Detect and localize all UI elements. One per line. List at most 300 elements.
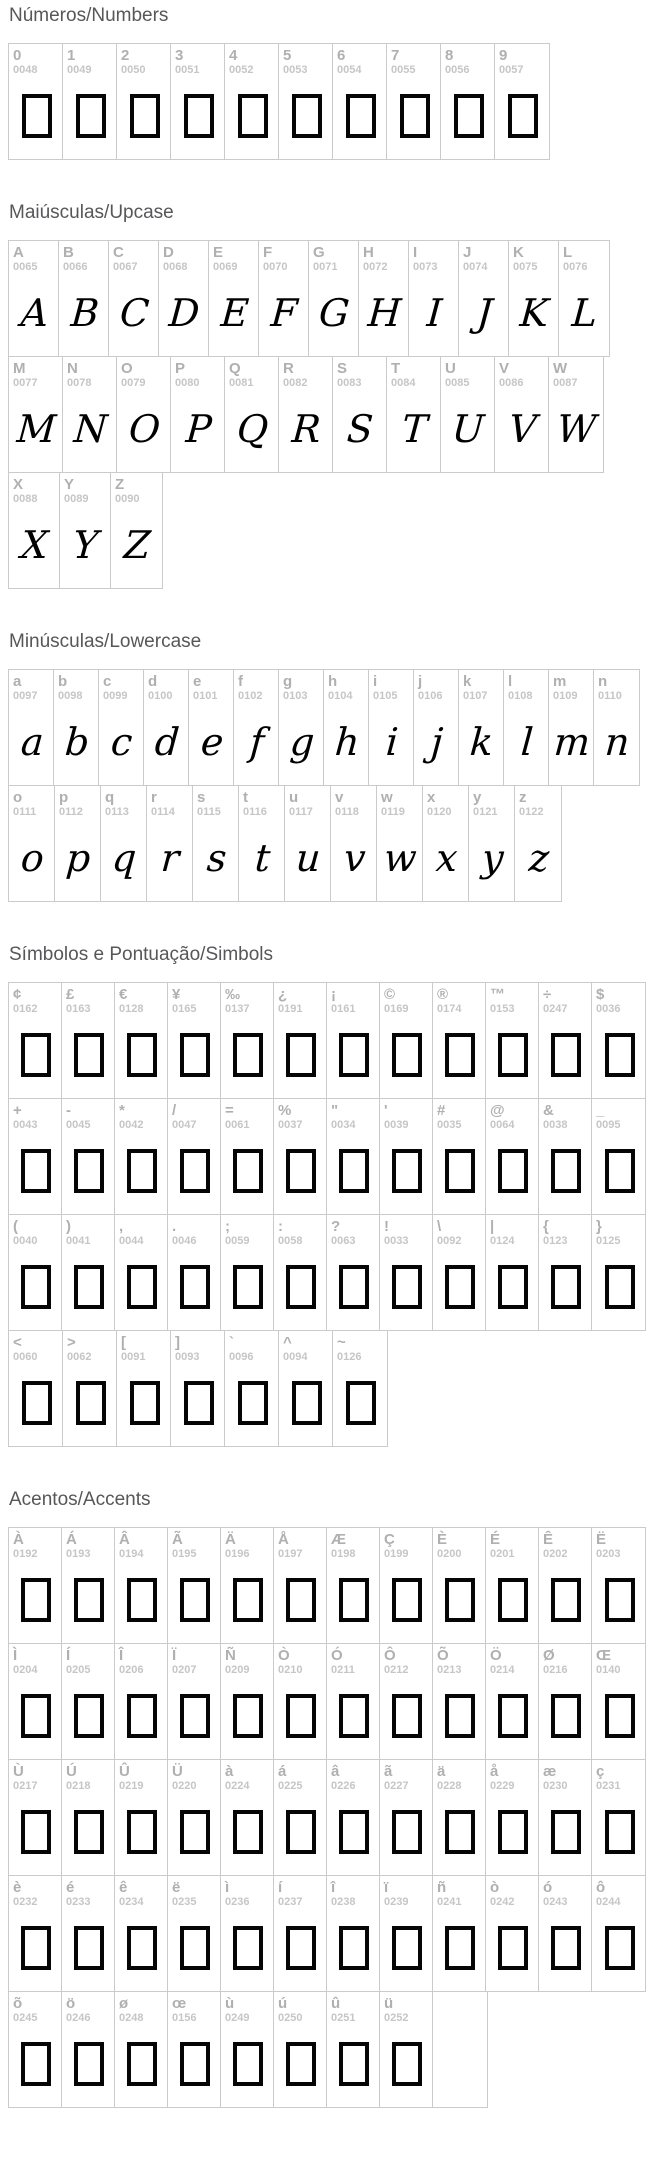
tofu-box-glyph — [233, 1265, 263, 1309]
glyph-code-label: 0101 — [193, 690, 218, 702]
glyph-preview — [119, 2025, 167, 2107]
glyph-code-label: 0226 — [331, 1780, 356, 1792]
glyph-cell-0060 — [9, 1331, 63, 1446]
glyph-code-label: 0124 — [490, 1235, 515, 1247]
glyph-code-label: 0220 — [172, 1780, 197, 1792]
glyph-char-label: Ú — [66, 1763, 77, 1780]
glyph-cell-0105 — [369, 670, 414, 785]
glyph-preview — [119, 1561, 167, 1643]
glyph-char-label: : — [278, 1218, 283, 1235]
glyph-preview — [328, 703, 368, 785]
glyph-preview — [437, 1132, 485, 1214]
glyph-char-label: l — [508, 673, 513, 690]
glyph-code-label: 0123 — [543, 1235, 568, 1247]
glyph-cell-0236 — [221, 1876, 274, 1991]
glyph-code-label: 0057 — [499, 64, 524, 76]
glyph-code-label: 0125 — [596, 1235, 621, 1247]
glyph-cell-0162 — [9, 983, 62, 1098]
glyph-code-label: 0193 — [66, 1548, 91, 1560]
glyph-code-label: 0069 — [213, 261, 238, 273]
tofu-box-glyph — [445, 1694, 475, 1738]
glyph-preview — [463, 703, 503, 785]
glyph-code-label: 0218 — [66, 1780, 91, 1792]
tofu-box-glyph — [551, 1694, 581, 1738]
tofu-box-glyph — [346, 94, 376, 138]
glyph-char-label: Ô — [384, 1647, 396, 1664]
glyph-code-label: 0110 — [598, 690, 622, 702]
tofu-box-glyph — [74, 1265, 104, 1309]
glyph-row — [8, 1991, 488, 2108]
glyph-char-label: + — [13, 1102, 22, 1119]
tofu-box-glyph — [392, 2042, 422, 2086]
glyph-preview — [437, 1793, 485, 1875]
glyph-code-label: 0207 — [172, 1664, 197, 1676]
glyph-char-label: U — [445, 360, 456, 377]
glyph-code-label: 0088 — [13, 493, 38, 505]
glyph-cell-0245 — [9, 1992, 62, 2107]
glyph-preview — [13, 1016, 61, 1098]
glyph-code-label: 0111 — [13, 806, 37, 818]
glyph-code-label: 0209 — [225, 1664, 250, 1676]
glyph-code-label: 0244 — [596, 1896, 621, 1908]
glyph-preview — [283, 1364, 332, 1446]
glyph-cell-0194 — [115, 1528, 168, 1643]
glyph-code-label: 0248 — [119, 2012, 144, 2024]
glyph-char-label: è — [13, 1879, 22, 1896]
glyph-preview — [384, 1909, 432, 1991]
glyph-preview — [119, 1016, 167, 1098]
script-glyph: S — [345, 407, 376, 451]
glyph-preview — [283, 77, 332, 159]
script-glyph: k — [468, 720, 496, 764]
glyph-preview — [225, 1793, 273, 1875]
glyph-code-label: 0204 — [13, 1664, 38, 1676]
tofu-box-glyph — [180, 1578, 210, 1622]
tofu-box-glyph — [233, 1810, 263, 1854]
glyph-char-label: ¥ — [172, 986, 181, 1003]
glyph-char-label: H — [363, 244, 374, 261]
glyph-preview — [335, 819, 376, 901]
glyph-preview — [543, 1248, 591, 1330]
glyph-char-label: Õ — [437, 1647, 449, 1664]
glyph-cell-0202 — [539, 1528, 592, 1643]
glyph-cell-0078 — [63, 357, 117, 472]
glyph-cell-0128 — [115, 983, 168, 1098]
section-title: Maiúsculas/Upcase — [9, 202, 174, 223]
glyph-preview — [229, 77, 278, 159]
glyph-char-label: æ — [543, 1763, 557, 1780]
glyph-cell-0214 — [486, 1644, 539, 1759]
glyph-cell-0126 — [333, 1331, 387, 1446]
glyph-cell-0085 — [441, 357, 495, 472]
glyph-cell-0038 — [539, 1099, 592, 1214]
tofu-box-glyph — [21, 2042, 51, 2086]
glyph-char-label: 4 — [229, 47, 238, 64]
glyph-preview — [384, 1132, 432, 1214]
script-glyph: h — [333, 720, 361, 764]
glyph-char-label: P — [175, 360, 186, 377]
glyph-char-label: u — [289, 789, 299, 806]
tofu-box-glyph — [74, 1578, 104, 1622]
glyph-preview — [193, 703, 233, 785]
glyph-row — [8, 1875, 646, 1992]
glyph-code-label: 0250 — [278, 2012, 303, 2024]
tofu-box-glyph — [498, 1033, 528, 1077]
glyph-code-label: 0232 — [13, 1896, 38, 1908]
glyph-cell-0197 — [274, 1528, 327, 1643]
glyph-code-label: 0046 — [172, 1235, 197, 1247]
glyph-cell-0218 — [62, 1760, 115, 1875]
glyph-cell-0116 — [239, 786, 285, 901]
tofu-box-glyph — [127, 1926, 157, 1970]
glyph-preview — [172, 1909, 220, 1991]
glyph-preview — [391, 390, 440, 472]
glyph-cell-0086 — [495, 357, 549, 472]
glyph-preview — [278, 1248, 326, 1330]
glyph-cell-0082 — [279, 357, 333, 472]
glyph-code-label: 0227 — [384, 1780, 409, 1792]
tofu-box-glyph — [498, 1810, 528, 1854]
section-title: Símbolos e Pontuação/Simbols — [9, 944, 274, 965]
script-glyph: R — [290, 407, 323, 451]
script-glyph: A — [19, 291, 50, 335]
glyph-code-label: 0192 — [13, 1548, 38, 1560]
glyph-char-label: h — [328, 673, 338, 690]
glyph-row — [8, 669, 640, 786]
glyph-cell-0074 — [459, 241, 509, 356]
glyph-char-label: z — [519, 789, 527, 806]
script-glyph: o — [19, 836, 46, 880]
script-glyph: L — [570, 291, 600, 335]
glyph-preview — [197, 819, 238, 901]
glyph-code-label: 0083 — [337, 377, 362, 389]
glyph-char-label: c — [103, 673, 112, 690]
tofu-box-glyph — [233, 1926, 263, 1970]
glyph-preview — [278, 1793, 326, 1875]
glyph-cell-0227 — [380, 1760, 433, 1875]
glyph-char-label: i — [373, 673, 378, 690]
glyph-char-label: K — [513, 244, 524, 261]
tofu-box-glyph — [233, 1033, 263, 1077]
tofu-box-glyph — [392, 1694, 422, 1738]
glyph-preview — [66, 1677, 114, 1759]
glyph-code-label: 0087 — [553, 377, 578, 389]
glyph-code-label: 0196 — [225, 1548, 250, 1560]
glyph-char-label: ¡ — [331, 986, 336, 1003]
tofu-box-glyph — [233, 1578, 263, 1622]
glyph-preview — [148, 703, 188, 785]
tofu-box-glyph — [400, 94, 430, 138]
glyph-char-label: L — [563, 244, 573, 261]
glyph-preview — [59, 819, 100, 901]
script-glyph: x — [434, 836, 459, 880]
glyph-cell-0101 — [189, 670, 234, 785]
glyph-cell-0229 — [486, 1760, 539, 1875]
glyph-cell-0094 — [279, 1331, 333, 1446]
glyph-code-label: 0214 — [490, 1664, 515, 1676]
glyph-char-label: ì — [225, 1879, 230, 1896]
tofu-box-glyph — [392, 1149, 422, 1193]
glyph-cell-0228 — [433, 1760, 486, 1875]
glyph-char-label: N — [67, 360, 78, 377]
tofu-box-glyph — [74, 1033, 104, 1077]
glyph-char-label: Â — [119, 1531, 130, 1548]
glyph-cell-0041 — [62, 1215, 115, 1330]
tofu-box-glyph — [127, 1810, 157, 1854]
glyph-cell-0081 — [225, 357, 279, 472]
glyph-preview — [278, 1132, 326, 1214]
glyph-code-label: 0038 — [543, 1119, 568, 1131]
glyph-preview — [499, 77, 549, 159]
glyph-code-label: 0064 — [490, 1119, 515, 1131]
tofu-box-glyph — [498, 1149, 528, 1193]
tofu-box-glyph — [233, 2042, 263, 2086]
glyph-char-label: w — [381, 789, 393, 806]
section-title: Números/Numbers — [9, 5, 169, 26]
tofu-box-glyph — [445, 1810, 475, 1854]
glyph-cell-0083 — [333, 357, 387, 472]
tofu-box-glyph — [445, 1265, 475, 1309]
glyph-cell-0169 — [380, 983, 433, 1098]
glyph-char-label: Í — [66, 1647, 71, 1664]
glyph-preview — [213, 274, 258, 356]
glyph-cell-0163 — [62, 983, 115, 1098]
glyph-preview — [437, 1909, 485, 1991]
glyph-char-label: õ — [13, 1995, 23, 2012]
glyph-char-label: 7 — [391, 47, 400, 64]
glyph-cell-0098 — [54, 670, 99, 785]
script-glyph: F — [269, 291, 300, 335]
tofu-box-glyph — [392, 1033, 422, 1077]
glyph-code-label: 0089 — [64, 493, 89, 505]
glyph-preview — [172, 2025, 220, 2107]
glyph-char-label: r — [151, 789, 157, 806]
glyph-char-label: Û — [119, 1763, 130, 1780]
glyph-char-label: E — [213, 244, 224, 261]
empty-cell — [433, 1992, 487, 2107]
glyph-preview — [13, 2025, 61, 2107]
tofu-box-glyph — [21, 1265, 51, 1309]
glyph-char-label: { — [543, 1218, 549, 1235]
glyph-preview — [384, 1016, 432, 1098]
tofu-box-glyph — [233, 1149, 263, 1193]
glyph-code-label: 0043 — [13, 1119, 38, 1131]
tofu-box-glyph — [74, 1810, 104, 1854]
glyph-preview — [283, 703, 323, 785]
tofu-box-glyph — [392, 1265, 422, 1309]
glyph-preview — [172, 1677, 220, 1759]
glyph-code-label: 0098 — [58, 690, 83, 702]
script-glyph: C — [118, 291, 151, 335]
glyph-code-label: 0080 — [175, 377, 200, 389]
glyph-cell-0088 — [9, 473, 60, 588]
glyph-cell-0090 — [111, 473, 162, 588]
tofu-box-glyph — [127, 1694, 157, 1738]
glyph-preview — [337, 390, 386, 472]
glyph-code-label: 0047 — [172, 1119, 197, 1131]
glyph-cell-0123 — [539, 1215, 592, 1330]
script-glyph: r — [159, 836, 182, 880]
tofu-box-glyph — [605, 1578, 635, 1622]
glyph-preview — [331, 2025, 379, 2107]
script-glyph: j — [429, 720, 445, 764]
glyph-char-label: x — [427, 789, 436, 806]
glyph-char-label: O — [121, 360, 133, 377]
tofu-box-glyph — [454, 94, 484, 138]
tofu-box-glyph — [21, 1033, 51, 1077]
glyph-cell-0251 — [327, 1992, 380, 2107]
tofu-box-glyph — [605, 1033, 635, 1077]
glyph-char-label: Î — [119, 1647, 124, 1664]
glyph-preview — [13, 77, 62, 159]
tofu-box-glyph — [74, 1149, 104, 1193]
glyph-char-label: ` — [229, 1334, 234, 1351]
glyph-cell-0067 — [109, 241, 159, 356]
glyph-char-label: ó — [543, 1879, 553, 1896]
glyph-char-label: Ó — [331, 1647, 343, 1664]
tofu-box-glyph — [339, 1265, 369, 1309]
glyph-code-label: 0035 — [437, 1119, 462, 1131]
glyph-row — [8, 1759, 646, 1876]
glyph-code-label: 0099 — [103, 690, 128, 702]
glyph-code-label: 0055 — [391, 64, 416, 76]
glyph-preview — [105, 819, 146, 901]
glyph-code-label: 0076 — [563, 261, 588, 273]
glyph-char-label: œ — [172, 1995, 187, 2012]
glyph-cell-0079 — [117, 357, 171, 472]
tofu-box-glyph — [286, 2042, 316, 2086]
section-title: Acentos/Accents — [9, 1489, 151, 1510]
script-glyph: W — [555, 407, 599, 451]
glyph-preview — [513, 274, 558, 356]
glyph-preview — [508, 703, 548, 785]
glyph-preview — [337, 77, 386, 159]
glyph-preview — [175, 1364, 224, 1446]
glyph-code-label: 0095 — [596, 1119, 621, 1131]
glyph-code-label: 0161 — [331, 1003, 356, 1015]
glyph-code-label: 0082 — [283, 377, 308, 389]
glyph-code-label: 0078 — [67, 377, 92, 389]
glyph-preview — [13, 506, 59, 588]
glyph-code-label: 0093 — [175, 1351, 200, 1363]
script-glyph: t — [253, 836, 272, 880]
glyph-char-label: Ö — [490, 1647, 502, 1664]
glyph-preview — [278, 1561, 326, 1643]
glyph-cell-0042 — [115, 1099, 168, 1214]
glyph-cell-0052 — [225, 44, 279, 159]
glyph-cell-0091 — [117, 1331, 171, 1446]
glyph-code-label: 0056 — [445, 64, 470, 76]
glyph-preview — [263, 274, 308, 356]
tofu-box-glyph — [339, 1694, 369, 1738]
glyph-char-label: @ — [490, 1102, 505, 1119]
tofu-box-glyph — [498, 1926, 528, 1970]
glyph-cell-0073 — [409, 241, 459, 356]
script-glyph: g — [288, 720, 316, 764]
glyph-cell-0071 — [309, 241, 359, 356]
glyph-code-label: 0231 — [596, 1780, 621, 1792]
glyph-char-label: # — [437, 1102, 446, 1119]
glyph-cell-0201 — [486, 1528, 539, 1643]
glyph-char-label: é — [66, 1879, 75, 1896]
glyph-code-label: 0103 — [283, 690, 308, 702]
glyph-row — [8, 240, 610, 357]
glyph-cell-0250 — [274, 1992, 327, 2107]
glyph-preview — [66, 1132, 114, 1214]
glyph-preview — [384, 2025, 432, 2107]
glyph-cell-0110 — [594, 670, 639, 785]
glyph-cell-0241 — [433, 1876, 486, 1991]
glyph-code-label: 0113 — [105, 806, 129, 818]
glyph-code-label: 0235 — [172, 1896, 197, 1908]
glyph-cell-0200 — [433, 1528, 486, 1643]
glyph-preview — [151, 819, 192, 901]
glyph-cell-0109 — [549, 670, 594, 785]
glyph-code-label: 0092 — [437, 1235, 462, 1247]
script-glyph: f — [248, 720, 266, 764]
glyph-char-label: ü — [384, 1995, 394, 2012]
tofu-box-glyph — [445, 1578, 475, 1622]
glyph-code-label: 0219 — [119, 1780, 144, 1792]
tofu-box-glyph — [74, 1926, 104, 1970]
glyph-cell-0047 — [168, 1099, 221, 1214]
glyph-char-label: ; — [225, 1218, 230, 1235]
glyph-char-label: R — [283, 360, 294, 377]
glyph-cell-0226 — [327, 1760, 380, 1875]
glyph-cell-0063 — [327, 1215, 380, 1330]
glyph-char-label: J — [463, 244, 472, 261]
glyph-cell-0036 — [592, 983, 645, 1098]
glyph-code-label: 0206 — [119, 1664, 144, 1676]
glyph-preview — [337, 1364, 387, 1446]
glyph-cell-0061 — [221, 1099, 274, 1214]
glyph-cell-0239 — [380, 1876, 433, 1991]
glyph-preview — [13, 390, 62, 472]
glyph-cell-0051 — [171, 44, 225, 159]
tofu-box-glyph — [339, 1926, 369, 1970]
glyph-char-label: À — [13, 1531, 24, 1548]
glyph-cell-0248 — [115, 1992, 168, 2107]
glyph-preview — [172, 1561, 220, 1643]
glyph-code-label: 0091 — [121, 1351, 146, 1363]
glyph-code-label: 0106 — [418, 690, 443, 702]
glyph-code-label: 0128 — [119, 1003, 144, 1015]
glyph-preview — [473, 819, 514, 901]
glyph-code-label: 0198 — [331, 1548, 356, 1560]
glyph-char-label: Ø — [543, 1647, 555, 1664]
glyph-char-label: } — [596, 1218, 602, 1235]
glyph-preview — [238, 703, 278, 785]
glyph-cell-0044 — [115, 1215, 168, 1330]
glyph-cell-0153 — [486, 983, 539, 1098]
glyph-char-label: A — [13, 244, 24, 261]
glyph-preview — [67, 77, 116, 159]
glyph-preview — [445, 390, 494, 472]
glyph-preview — [278, 2025, 326, 2107]
glyph-cell-0039 — [380, 1099, 433, 1214]
section-upper — [8, 202, 661, 589]
script-glyph: e — [199, 720, 225, 764]
script-glyph: a — [19, 720, 45, 764]
glyph-preview — [427, 819, 468, 901]
glyph-cell-0119 — [377, 786, 423, 901]
glyph-preview — [13, 274, 58, 356]
script-glyph: J — [475, 291, 494, 335]
glyph-char-label: I — [413, 244, 418, 261]
glyph-preview — [418, 703, 458, 785]
glyph-char-label: / — [172, 1102, 177, 1119]
glyph-preview — [67, 390, 116, 472]
